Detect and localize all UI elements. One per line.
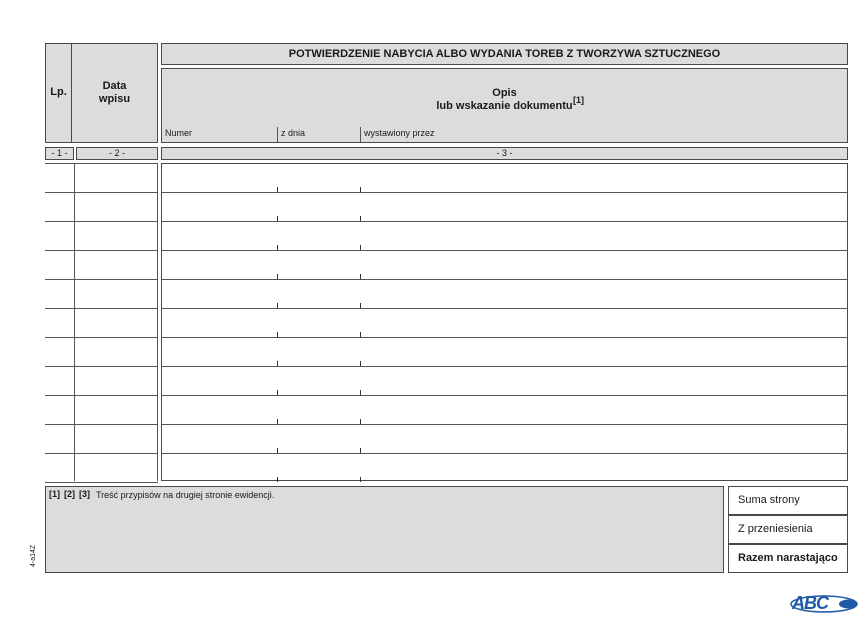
grid-opis-box xyxy=(161,163,848,481)
row-field-tick xyxy=(277,390,278,395)
row-field-tick xyxy=(277,274,278,279)
row-line-left xyxy=(45,250,158,251)
row-line-opis xyxy=(161,192,848,193)
header-data-line2: wpisu xyxy=(98,93,131,105)
row-line-left xyxy=(45,366,158,367)
row-line-opis xyxy=(161,453,848,454)
row-field-tick xyxy=(277,216,278,221)
row-line-left xyxy=(45,453,158,454)
row-line-left xyxy=(45,279,158,280)
row-field-tick xyxy=(277,448,278,453)
row-line-left xyxy=(45,482,158,483)
row-field-tick xyxy=(360,245,361,250)
subheader-divider-1 xyxy=(277,127,278,142)
row-line-left xyxy=(45,337,158,338)
header-opis-line1: Opis xyxy=(492,87,517,99)
row-line-opis xyxy=(161,308,848,309)
row-line-left xyxy=(45,395,158,396)
row-line-opis xyxy=(161,221,848,222)
suma-strony: Suma strony xyxy=(728,486,848,515)
razem-narastajaco: Razem narastająco xyxy=(728,544,848,573)
row-field-tick xyxy=(277,303,278,308)
row-line-left xyxy=(45,308,158,309)
row-field-tick xyxy=(360,390,361,395)
footer-ref-3: [3] xyxy=(79,489,90,499)
footer-ref-1: [1] xyxy=(49,489,60,499)
header-opis-ref: [1] xyxy=(573,95,584,105)
row-line-opis xyxy=(161,250,848,251)
colnum-1: - 1 - xyxy=(51,148,68,158)
row-field-tick xyxy=(360,448,361,453)
page-title: POTWIERDZENIE NABYCIA ALBO WYDANIA TOREB Z TWORZYWA SZTUCZNEGO xyxy=(288,48,721,60)
row-field-tick xyxy=(360,216,361,221)
row-line-left xyxy=(45,192,158,193)
row-line-left xyxy=(45,424,158,425)
row-field-tick xyxy=(360,303,361,308)
subheader-z-dnia: z dnia xyxy=(281,128,306,138)
row-line-opis xyxy=(161,279,848,280)
row-field-tick xyxy=(277,477,278,482)
row-line-left xyxy=(45,221,158,222)
row-field-tick xyxy=(360,274,361,279)
row-field-tick xyxy=(277,361,278,366)
colnum-3: - 3 - xyxy=(496,148,513,158)
row-line-opis xyxy=(161,366,848,367)
grid-left-top xyxy=(45,163,158,164)
row-field-tick xyxy=(360,419,361,424)
subheader-numer: Numer xyxy=(165,128,193,138)
row-field-tick xyxy=(277,187,278,192)
z-przeniesienia: Z przeniesienia xyxy=(728,515,848,544)
row-field-tick xyxy=(277,245,278,250)
subheader-divider-2 xyxy=(360,127,361,142)
grid-col-lp-divider xyxy=(74,163,75,481)
row-field-tick xyxy=(360,477,361,482)
header-lp: Lp. xyxy=(50,86,67,98)
row-field-tick xyxy=(360,361,361,366)
row-line-opis xyxy=(161,424,848,425)
row-line-opis xyxy=(161,337,848,338)
header-data-line1: Data xyxy=(102,80,127,92)
subheader-wystawiony: wystawiony przez xyxy=(364,128,435,138)
grid-col-data-right xyxy=(157,163,158,481)
footer-ref-2: [2] xyxy=(64,489,75,499)
abc-logo xyxy=(790,593,860,613)
row-line-opis xyxy=(161,395,848,396)
side-code: 4-a14Z xyxy=(30,544,37,567)
row-field-tick xyxy=(277,332,278,337)
row-field-tick xyxy=(360,332,361,337)
header-opis-line2: lub wskazanie dokumentu xyxy=(436,100,573,112)
row-field-tick xyxy=(277,419,278,424)
abc-logo-text: ABC xyxy=(792,593,828,613)
colnum-2: - 2 - xyxy=(108,148,125,158)
row-field-tick xyxy=(360,187,361,192)
footer-note: Treść przypisów na drugiej stronie ewidencji. xyxy=(96,490,275,500)
